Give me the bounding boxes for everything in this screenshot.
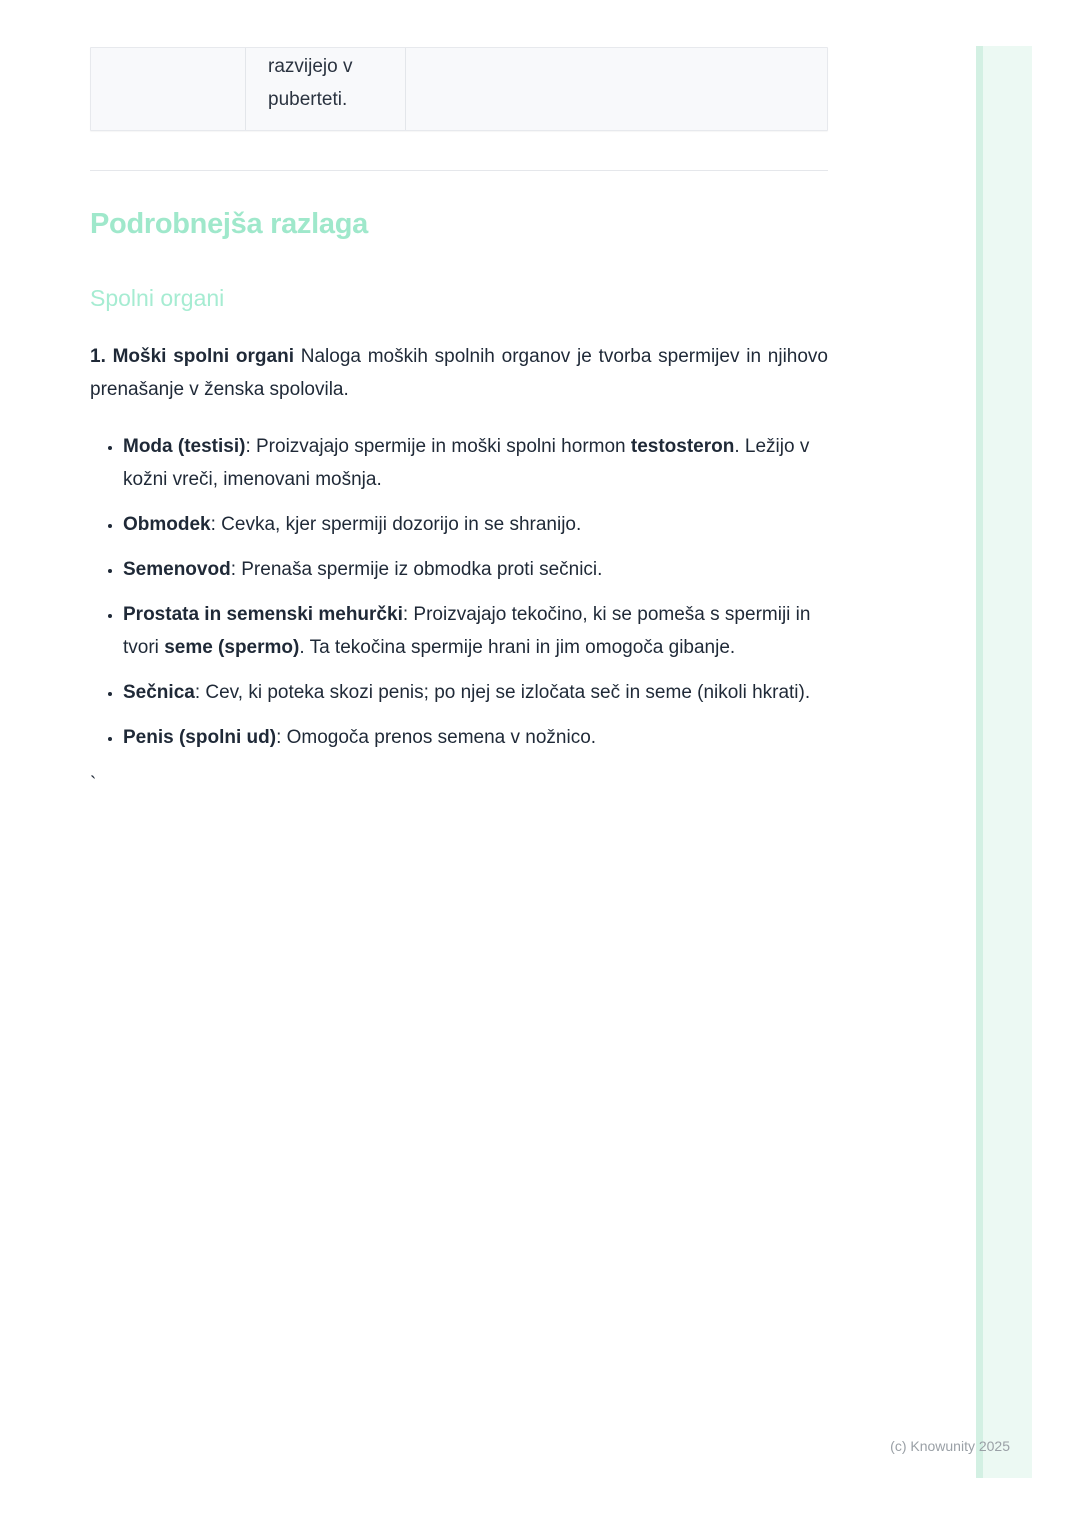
stray-character: ` — [90, 774, 97, 795]
list-item: • Penis (spolni ud): Omogoča prenos semena v nožnico. — [123, 721, 828, 754]
copyright-notice: (c) Knowunity 2025 — [890, 1438, 1010, 1454]
table-cell-text: razvijejo v puberteti. — [246, 48, 406, 130]
list-item: • Sečnica: Cev, ki poteka skozi penis; po njej se izločata seč in seme (nikoli hkrati). — [123, 676, 828, 709]
list-item: • Prostata in semenski mehurčki: Proizvajajo tekočino, ki se pomeša s spermiji in tvori seme (spermo). Ta tekočina spermije hrani in jim omogoča gibanje. — [123, 598, 828, 664]
organ-list — [90, 430, 828, 754]
document-content — [90, 0, 828, 801]
table-cell-empty-right — [406, 48, 827, 130]
list-item: • Obmodek: Cevka, kjer spermiji dozorijo in se shranijo. — [123, 508, 828, 541]
table-cell-empty-left — [91, 48, 246, 130]
page-title: Podrobnejša razlaga — [90, 208, 368, 240]
table-row — [90, 47, 828, 131]
section-subtitle: Spolni organi — [90, 285, 225, 311]
decorative-side-strip — [976, 46, 1032, 1478]
list-item: • Semenovod: Prenaša spermije iz obmodka proti sečnici. — [123, 553, 828, 586]
section-divider — [90, 170, 828, 171]
intro-paragraph: 1. Moški spolni organi Naloga moških spolnih organov je tvorba spermijev in njihovo prenašanje v ženska spolovila. — [90, 346, 828, 400]
list-item: • Moda (testisi): Proizvajajo spermije in moški spolni hormon testosteron. Ležijo v kožni vreči, imenovani mošnja. — [123, 430, 828, 496]
